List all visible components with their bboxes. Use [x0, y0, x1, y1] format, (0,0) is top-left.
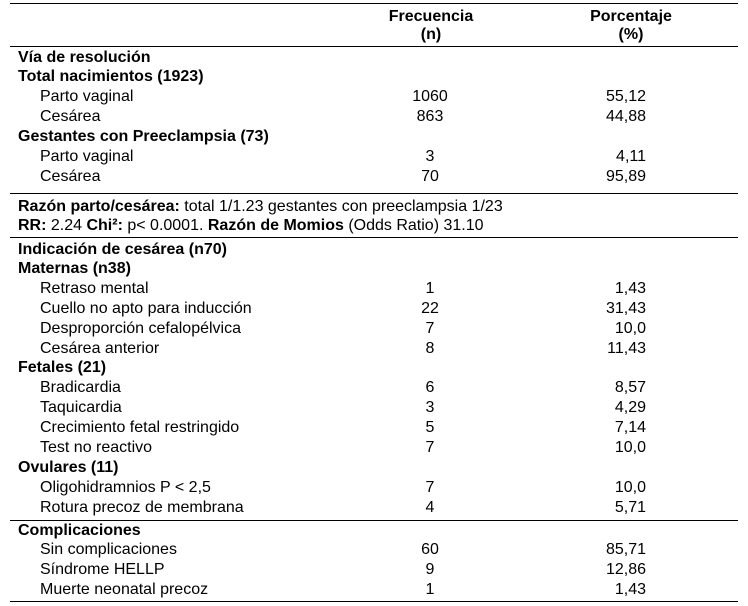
- row-percentage: 4,29: [614, 399, 646, 416]
- table-row: [0, 580, 748, 600]
- row-percentage: 10,0: [614, 479, 646, 496]
- note-text: total 1/1.23 gestantes con preeclampsia 1/23: [179, 198, 503, 215]
- row-frequency: 3: [425, 399, 435, 416]
- table-row: [0, 498, 748, 518]
- frequency-header-line2: (n): [420, 26, 442, 43]
- row-label: Taquicardia: [40, 399, 122, 416]
- section-title-complicaciones: [0, 521, 748, 541]
- row-percentage: 4,11: [616, 148, 646, 165]
- row-frequency: 22: [421, 300, 439, 317]
- group-title: Ovulares (11): [18, 459, 119, 476]
- header-rule: [10, 46, 738, 47]
- table-row: [0, 560, 748, 580]
- section-title: Vía de resolución: [18, 49, 151, 66]
- row-percentage: 5,71: [614, 499, 646, 516]
- note-razon-parto-cesarea: [18, 197, 503, 217]
- note-bold-label: Razón de Momios: [207, 217, 344, 234]
- top-rule: [10, 3, 738, 4]
- section2-top-rule: [10, 237, 738, 238]
- table-row: [0, 418, 748, 438]
- row-percentage: 85,71: [605, 541, 646, 558]
- note-bold-label: RR:: [18, 217, 47, 234]
- row-percentage: 10,0: [614, 320, 646, 337]
- table-row: [0, 279, 748, 299]
- table-row: [0, 398, 748, 418]
- row-percentage: 44,88: [605, 108, 646, 125]
- row-label: Oligohidramnios P < 2,5: [40, 479, 211, 496]
- table-row: [0, 478, 748, 498]
- row-frequency: 7: [425, 320, 435, 337]
- group-title: Fetales (21): [18, 359, 107, 376]
- table-row: [0, 167, 748, 187]
- row-frequency: 60: [421, 541, 439, 558]
- row-frequency: 7: [425, 439, 435, 456]
- row-percentage: 7,14: [614, 419, 646, 436]
- row-label: Rotura precoz de membrana: [40, 499, 244, 516]
- row-label: Crecimiento fetal restringido: [40, 419, 240, 436]
- frequency-column-header: [370, 8, 492, 44]
- percentage-header-line2: (%): [618, 26, 644, 43]
- table-row: [0, 87, 748, 107]
- row-percentage: 31,43: [605, 300, 646, 317]
- row-frequency: 9: [425, 561, 435, 578]
- row-label: Desproporción cefalopélvica: [40, 320, 241, 337]
- row-label: Muerte neonatal precoz: [40, 581, 209, 598]
- row-label: Sin complicaciones: [40, 541, 177, 558]
- row-percentage: 11,43: [607, 340, 646, 357]
- row-percentage: 55,12: [605, 88, 646, 105]
- note-bold-label: Chi²:: [86, 217, 123, 234]
- table-row: [0, 540, 748, 560]
- row-percentage: 8,57: [614, 379, 646, 396]
- group-title-maternas: [0, 259, 748, 279]
- row-label: Síndrome HELLP: [40, 561, 165, 578]
- section-title-via-resolucion: [0, 48, 748, 68]
- row-percentage: 1,43: [614, 280, 646, 297]
- note-text: 2.24: [46, 217, 87, 234]
- table-row: [0, 299, 748, 319]
- row-frequency: 8: [425, 340, 435, 357]
- group-title: Total nacimientos (1923): [18, 68, 204, 85]
- row-frequency: 70: [421, 168, 439, 185]
- group-title: Maternas (n38): [18, 260, 131, 277]
- row-frequency: 7: [425, 479, 435, 496]
- row-label: Cuello no apto para inducción: [40, 300, 252, 317]
- table-row: [0, 378, 748, 398]
- table-row: [0, 147, 748, 167]
- note-statistics: [18, 216, 484, 236]
- note-text: p< 0.0001.: [122, 217, 208, 234]
- row-percentage: 95,89: [605, 168, 646, 185]
- row-frequency: 1060: [412, 88, 448, 105]
- note-bold-label: Razón parto/cesárea:: [18, 198, 180, 215]
- percentage-column-header: [568, 8, 694, 44]
- row-percentage: 10,0: [614, 439, 646, 456]
- row-label: Cesárea anterior: [40, 340, 160, 357]
- table-row: [0, 339, 748, 359]
- frequency-header-line1: Frecuencia: [388, 8, 474, 25]
- row-label: Parto vaginal: [40, 88, 134, 105]
- group-title-total-nacimientos: [0, 67, 748, 87]
- table-row: [0, 438, 748, 458]
- notes-top-rule: [10, 193, 738, 194]
- row-frequency: 5: [425, 419, 435, 436]
- row-label: Cesárea: [40, 168, 101, 185]
- row-frequency: 1: [425, 280, 435, 297]
- group-title-gestantes-preeclampsia: [0, 127, 748, 147]
- group-title-fetales: [0, 358, 748, 378]
- bottom-rule: [10, 601, 738, 602]
- section-title-indicacion-cesarea: [0, 240, 748, 260]
- row-percentage: 1,43: [614, 581, 646, 598]
- section-title: Complicaciones: [18, 522, 141, 539]
- row-label: Test no reactivo: [40, 439, 153, 456]
- row-frequency: 1: [425, 581, 435, 598]
- table-row: [0, 107, 748, 127]
- row-label: Retraso mental: [40, 280, 149, 297]
- row-frequency: 6: [425, 379, 435, 396]
- row-frequency: 4: [425, 499, 435, 516]
- percentage-header-line1: Porcentaje: [590, 8, 672, 25]
- table-row: [0, 319, 748, 339]
- group-title-ovulares: [0, 458, 748, 478]
- section-title: Indicación de cesárea (n70): [18, 241, 227, 258]
- row-label: Bradicardia: [40, 379, 121, 396]
- note-text: (Odds Ratio) 31.10: [343, 217, 484, 234]
- row-frequency: 863: [416, 108, 444, 125]
- row-label: Parto vaginal: [40, 148, 134, 165]
- group-title: Gestantes con Preeclampsia (73): [18, 128, 269, 145]
- row-frequency: 3: [425, 148, 435, 165]
- row-label: Cesárea: [40, 108, 101, 125]
- row-percentage: 12,86: [605, 561, 646, 578]
